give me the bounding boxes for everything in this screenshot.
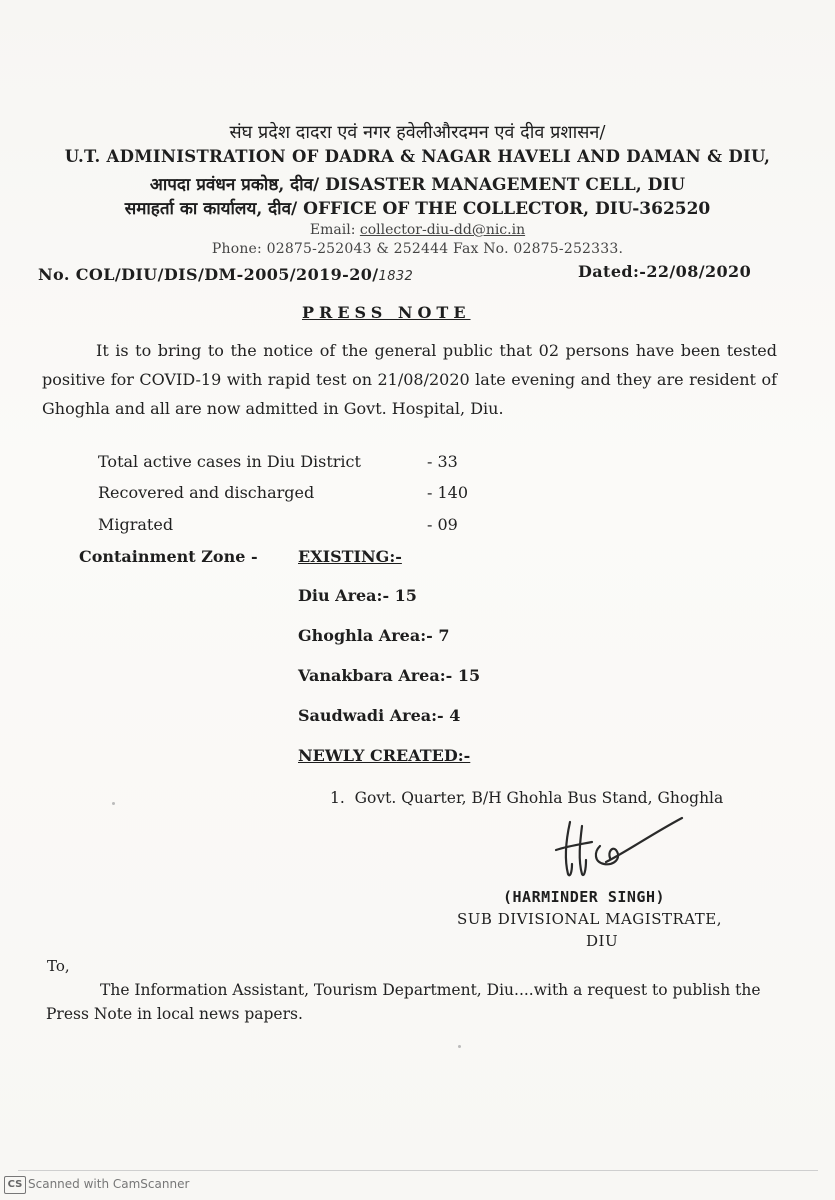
stat-recovered-value: - 140 bbox=[427, 483, 469, 502]
containment-zone-label: Containment Zone - bbox=[79, 547, 258, 566]
signatory-place: DIU bbox=[586, 932, 619, 950]
new-zone-item: 1. Govt. Quarter, B/H Ghohla Bus Stand, Ghoghla bbox=[330, 789, 724, 807]
body-paragraph bbox=[42, 336, 777, 423]
press-note-title: PRESS NOTE bbox=[302, 303, 471, 322]
newly-created-heading: NEWLY CREATED:- bbox=[298, 746, 471, 765]
header-hindi-line: संघ प्रदेश दादरा एवं नगर हवेलीऔरदमन एवं दीव प्रशासन/ bbox=[229, 122, 606, 143]
header-administration: U.T. ADMINISTRATION OF DADRA & NAGAR HAVELI AND DAMAN & DIU, bbox=[64, 147, 771, 166]
stat-recovered-label: Recovered and discharged bbox=[98, 483, 315, 502]
handwritten-number: 1832 bbox=[378, 269, 414, 284]
existing-heading: EXISTING:- bbox=[298, 547, 402, 566]
scan-speck bbox=[112, 802, 115, 805]
signatory-name: (HARMINDER SINGH) bbox=[503, 888, 666, 906]
signature-stroke-2 bbox=[556, 842, 592, 850]
reference-number-text: No. COL/DIU/DIS/DM-2005/2019-20/ bbox=[38, 265, 379, 284]
signature-stroke-1 bbox=[566, 822, 572, 875]
signature-image bbox=[548, 812, 688, 884]
camscanner-logo-icon: CS bbox=[4, 1176, 26, 1194]
signatory-designation: SUB DIVISIONAL MAGISTRATE, bbox=[457, 910, 723, 928]
header-collector-office: समाहर्ता का कार्यालय, दीव/ OFFICE OF THE COLLECTOR, DIU-362520 bbox=[124, 199, 711, 219]
email-link[interactable]: collector-diu-dd@nic.in bbox=[359, 222, 526, 238]
recipient-paragraph bbox=[46, 978, 781, 1026]
stat-migrated-label: Migrated bbox=[98, 515, 174, 534]
signature-flourish bbox=[606, 818, 682, 862]
page-edge-line bbox=[18, 1170, 818, 1171]
signature-stroke-3 bbox=[580, 826, 586, 875]
reference-date: Dated:-22/08/2020 bbox=[578, 262, 752, 281]
header-disaster-cell: आपदा प्रवंधन प्रकोष्ठ, दीव/ DISASTER MANAGEMENT CELL, DIU bbox=[149, 175, 686, 195]
reference-number bbox=[38, 265, 413, 284]
area-saudwadi: Saudwadi Area:- 4 bbox=[298, 706, 461, 725]
stat-active-label: Total active cases in Diu District bbox=[98, 452, 361, 471]
email-label: Email: bbox=[309, 222, 356, 238]
area-ghoghla: Ghoghla Area:- 7 bbox=[298, 626, 450, 645]
area-diu: Diu Area:- 15 bbox=[298, 586, 417, 605]
area-vanakbara: Vanakbara Area:- 15 bbox=[298, 666, 481, 685]
to-label: To, bbox=[47, 957, 70, 975]
stat-active-value: - 33 bbox=[427, 452, 458, 471]
camscanner-watermark: Scanned with CamScanner bbox=[28, 1177, 190, 1191]
header-email bbox=[0, 222, 835, 238]
header-phone: Phone: 02875-252043 & 252444 Fax No. 02875-252333. bbox=[211, 241, 624, 257]
scan-speck bbox=[458, 1045, 461, 1048]
body-text: It is to bring to the notice of the general public that 02 persons have been tested positive for COVID-19 with rapid test on 21/08/2020 late evening and they are resident of Ghoghla and all are now admitted in Govt. Hospital, Diu. bbox=[42, 341, 777, 418]
recipient-text: The Information Assistant, Tourism Department, Diu....with a request to publish the Press Note in local news papers. bbox=[46, 981, 761, 1023]
stat-migrated-value: - 09 bbox=[427, 515, 458, 534]
